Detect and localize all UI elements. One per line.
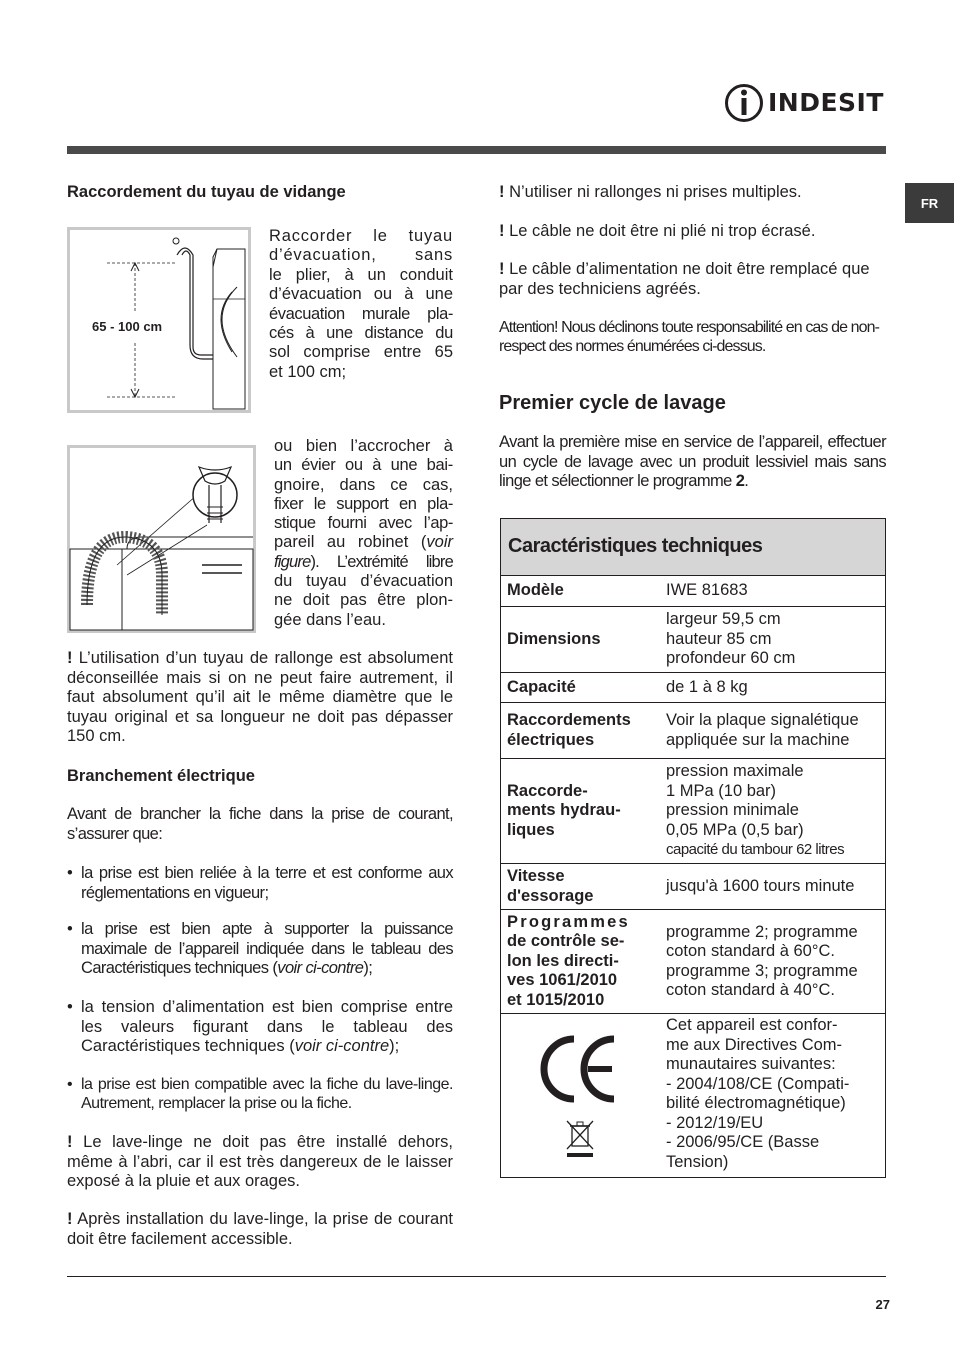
- electric-intro: Avant de brancher la fiche dans la prise de courant, s’assurer que:: [67, 805, 453, 843]
- spec-key-line: d'essorage: [507, 886, 594, 905]
- warning-cable-bend: [499, 222, 886, 242]
- spec-key: [501, 607, 654, 673]
- text-line: le plier, à un conduit: [269, 265, 453, 284]
- section-title-electric: Branchement électrique: [67, 767, 255, 785]
- spec-key-line: Modèle: [507, 581, 564, 600]
- language-tab: FR: [905, 183, 954, 223]
- warning-text: Après installation du lave-linge, la prise de courant doit être facilement accessible.: [67, 1210, 453, 1248]
- warning-mark: !: [67, 1133, 73, 1151]
- spec-value-line: profondeur 60 cm: [666, 649, 796, 668]
- text-line: évacuation murale pla-: [269, 304, 453, 323]
- table-row: [501, 576, 886, 607]
- spec-value-line: de 1 à 8 kg: [666, 677, 748, 696]
- warning-text: Le câble ne doit être ni plié ni trop écrasé.: [509, 222, 816, 240]
- program-number: 2: [735, 472, 745, 490]
- page-number: 27: [875, 1297, 890, 1312]
- spec-value-line: coton standard à 40°C.: [666, 981, 835, 999]
- drain-wall-figure: [67, 227, 251, 413]
- spec-value-line: me aux Directives Com-: [666, 1035, 843, 1054]
- spec-value-line: Cet appareil est confor-: [666, 1016, 838, 1034]
- text-line: gée dans l’eau.: [274, 610, 386, 629]
- warning-mark: !: [67, 1210, 73, 1228]
- footer-rule: [67, 1276, 886, 1277]
- warning-mark: !: [499, 260, 505, 278]
- warning-mark: !: [67, 649, 73, 667]
- text-line: cés à une distance du: [269, 324, 453, 343]
- table-row: [501, 703, 886, 759]
- spec-value: [653, 673, 886, 703]
- warning-extension-cords: [499, 183, 886, 203]
- specs-table: [500, 518, 886, 1178]
- spec-key-line: électriques: [507, 730, 595, 749]
- warning-text: Le lave-linge ne doit pas être installé dehors, même à l’abri, car il est très dangereux de le laisser exposé à la pluie et aux orages.: [67, 1133, 453, 1190]
- list-item-text: la prise est bien apte à supporter la puissance maximale de l’appareil indiquée dans le tableau des Caractéristiques techniques (voir ci-contre);: [81, 920, 453, 977]
- list-item: [67, 920, 453, 979]
- text-line: figure). L’extrémité libre: [274, 552, 453, 571]
- warning-mark: !: [499, 222, 505, 240]
- text-line: ne doit pas être plon-: [274, 591, 453, 610]
- spec-value: [653, 759, 886, 864]
- spec-key-line: et 1015/2010: [507, 990, 605, 1009]
- section-title-first-cycle: Premier cycle de lavage: [499, 392, 726, 414]
- list-item-text: la prise est bien reliée à la terre et est conforme aux réglementations en vigueur;: [81, 864, 453, 902]
- height-range-label: 65 - 100 cm: [92, 319, 163, 334]
- spec-value-line: 0,05 MPa (0,5 bar): [666, 820, 804, 839]
- warning-text: L’utilisation d’un tuyau de rallonge est absolument déconseillée mais si on ne peut faire autrement, il faut absolument qu’il ait le même diamètre que le tuyau original et sa longueur ne doit pas dépasser 150 cm.: [67, 649, 453, 745]
- indesit-logo: [724, 82, 888, 124]
- weee-bin-icon: [563, 1119, 597, 1159]
- spec-key-line: Vitesse: [507, 867, 565, 885]
- spec-key-line: liques: [507, 820, 555, 839]
- spec-key-line: Dimensions: [507, 629, 601, 648]
- spec-key-line: de contrôle se-: [507, 932, 625, 951]
- text-line: fixer le support en pla-: [274, 494, 453, 513]
- section-title-drain: Raccordement du tuyau de vidange: [67, 183, 346, 201]
- brand-name: INDESIT: [768, 88, 884, 117]
- table-row: [501, 759, 886, 864]
- spec-value-line: capacité du tambour 62 litres: [666, 841, 845, 859]
- table-row: [501, 673, 886, 703]
- list-item-text: la tension d’alimentation est bien comprise entre les valeurs figurant dans le tableau des Caractéristiques techniques (voir ci-contre);: [81, 998, 453, 1055]
- spec-value-line: - 2006/95/CE (Basse: [666, 1133, 820, 1151]
- spec-value: [653, 576, 886, 607]
- text-line: ou bien l’accrocher à: [274, 437, 453, 455]
- spec-value-line: munautaires suivantes:: [666, 1055, 836, 1073]
- spec-key-line: ves 1061/2010: [507, 971, 618, 990]
- spec-key-line: lon les directi-: [507, 951, 619, 970]
- table-row: [501, 910, 886, 1014]
- table-row: [501, 864, 886, 910]
- spec-value-line: jusqu'à 1600 tours minute: [666, 876, 855, 895]
- table-row: [501, 607, 886, 673]
- specs-title: Caractéristiques techniques: [501, 519, 886, 576]
- spec-value-line: - 2004/108/CE (Compati-: [666, 1074, 850, 1093]
- warning-mark: !: [499, 183, 505, 201]
- text-line: d’évacuation ou à une: [269, 285, 453, 304]
- spec-value-line: Tension): [666, 1152, 729, 1171]
- indesit-logo-icon: [724, 82, 764, 124]
- spec-value-line: hauteur 85 cm: [666, 629, 772, 648]
- attention-note: Attention! Nous déclinons toute responsabilité en cas de non-respect des normes énumérées ci-dessus.: [499, 319, 880, 355]
- table-row: [501, 1014, 886, 1178]
- text-line: pareil au robinet (voir: [274, 533, 453, 552]
- spec-key-line: Raccorde-: [507, 781, 588, 800]
- text-line: du tuyau d’évacuation: [274, 572, 453, 591]
- bullet-dot: •: [67, 1076, 73, 1093]
- first-cycle-body: Avant la première mise en service de l’appareil, effectuer un cycle de lavage avec un produit lessiviel mais sans linge et sélectionner le programme: [499, 433, 886, 490]
- ce-cell: [501, 1014, 654, 1178]
- spec-key-line: ments hydrau-: [507, 801, 621, 820]
- header-rule: [67, 146, 886, 154]
- text-line: d’évacuation, sans: [269, 246, 453, 265]
- bullet-dot: •: [67, 864, 73, 882]
- spec-value: [653, 607, 886, 673]
- spec-value-line: pression maximale: [666, 762, 804, 781]
- accessibility-warning: [67, 1210, 453, 1249]
- spec-value-line: Voir la plaque signalétique: [666, 711, 859, 729]
- spec-value: [653, 864, 886, 910]
- first-cycle-end: .: [744, 472, 749, 490]
- list-item-text: la prise est bien compatible avec la fiche du lave-linge. Autrement, remplacer la prise ou la fiche.: [81, 1076, 453, 1112]
- spec-value-line: bilité électromagnétique): [666, 1094, 846, 1112]
- text-line: Raccorder le tuyau: [269, 227, 453, 245]
- text-line: et 100 cm;: [269, 362, 347, 381]
- warning-text: Le câble d’alimentation ne doit être remplacé que par des techniciens agréés.: [499, 260, 870, 298]
- text-line: stique fourni avec l’ap-: [274, 514, 453, 533]
- spec-key: [501, 864, 654, 910]
- text-line: un évier ou à une bai-: [274, 456, 453, 475]
- spec-value-line: - 2012/19/EU: [666, 1113, 764, 1132]
- outdoor-warning: [67, 1133, 453, 1192]
- spec-value: [653, 910, 886, 1014]
- list-item: [67, 1075, 453, 1113]
- spec-key: [501, 703, 654, 759]
- text-line: sol comprise entre 65: [269, 343, 453, 362]
- spec-value-line: programme 2; programme: [666, 922, 858, 941]
- spec-value-line: IWE 81683: [666, 581, 748, 600]
- spec-key: [501, 910, 654, 1014]
- spec-key-line: Programmes: [507, 912, 630, 931]
- spec-value-line: 1 MPa (10 bar): [666, 781, 777, 800]
- spec-key-line: Raccordements: [507, 711, 631, 729]
- spec-value-line: programme 3; programme: [666, 961, 858, 980]
- bullet-dot: •: [67, 920, 73, 938]
- spec-value-line: largeur 59,5 cm: [666, 610, 781, 629]
- warning-cable-replace: [499, 260, 886, 299]
- spec-key: [501, 576, 654, 607]
- specs-table-header: [501, 519, 886, 576]
- spec-value-line: appliquée sur la machine: [666, 730, 850, 749]
- ce-text: [653, 1014, 886, 1178]
- drain-instructions: [269, 227, 453, 382]
- text-line: gnoire, dans ce cas,: [274, 475, 453, 494]
- sink-hook-figure: [67, 445, 256, 633]
- ce-mark-icon: [540, 1033, 620, 1105]
- sink-instructions: [274, 437, 453, 630]
- spec-value-line: pression minimale: [666, 801, 799, 820]
- spec-key: [501, 759, 654, 864]
- spec-key: [501, 673, 654, 703]
- warning-text: N’utiliser ni rallonges ni prises multiples.: [509, 183, 802, 201]
- spec-value-line: coton standard à 60°C.: [666, 942, 835, 960]
- extension-warning: [67, 649, 453, 747]
- list-item: [67, 998, 453, 1057]
- bullet-dot: •: [67, 998, 73, 1016]
- list-item: [67, 864, 453, 903]
- first-cycle-text: [499, 433, 886, 492]
- spec-value: [653, 703, 886, 759]
- spec-key-line: Capacité: [507, 677, 576, 696]
